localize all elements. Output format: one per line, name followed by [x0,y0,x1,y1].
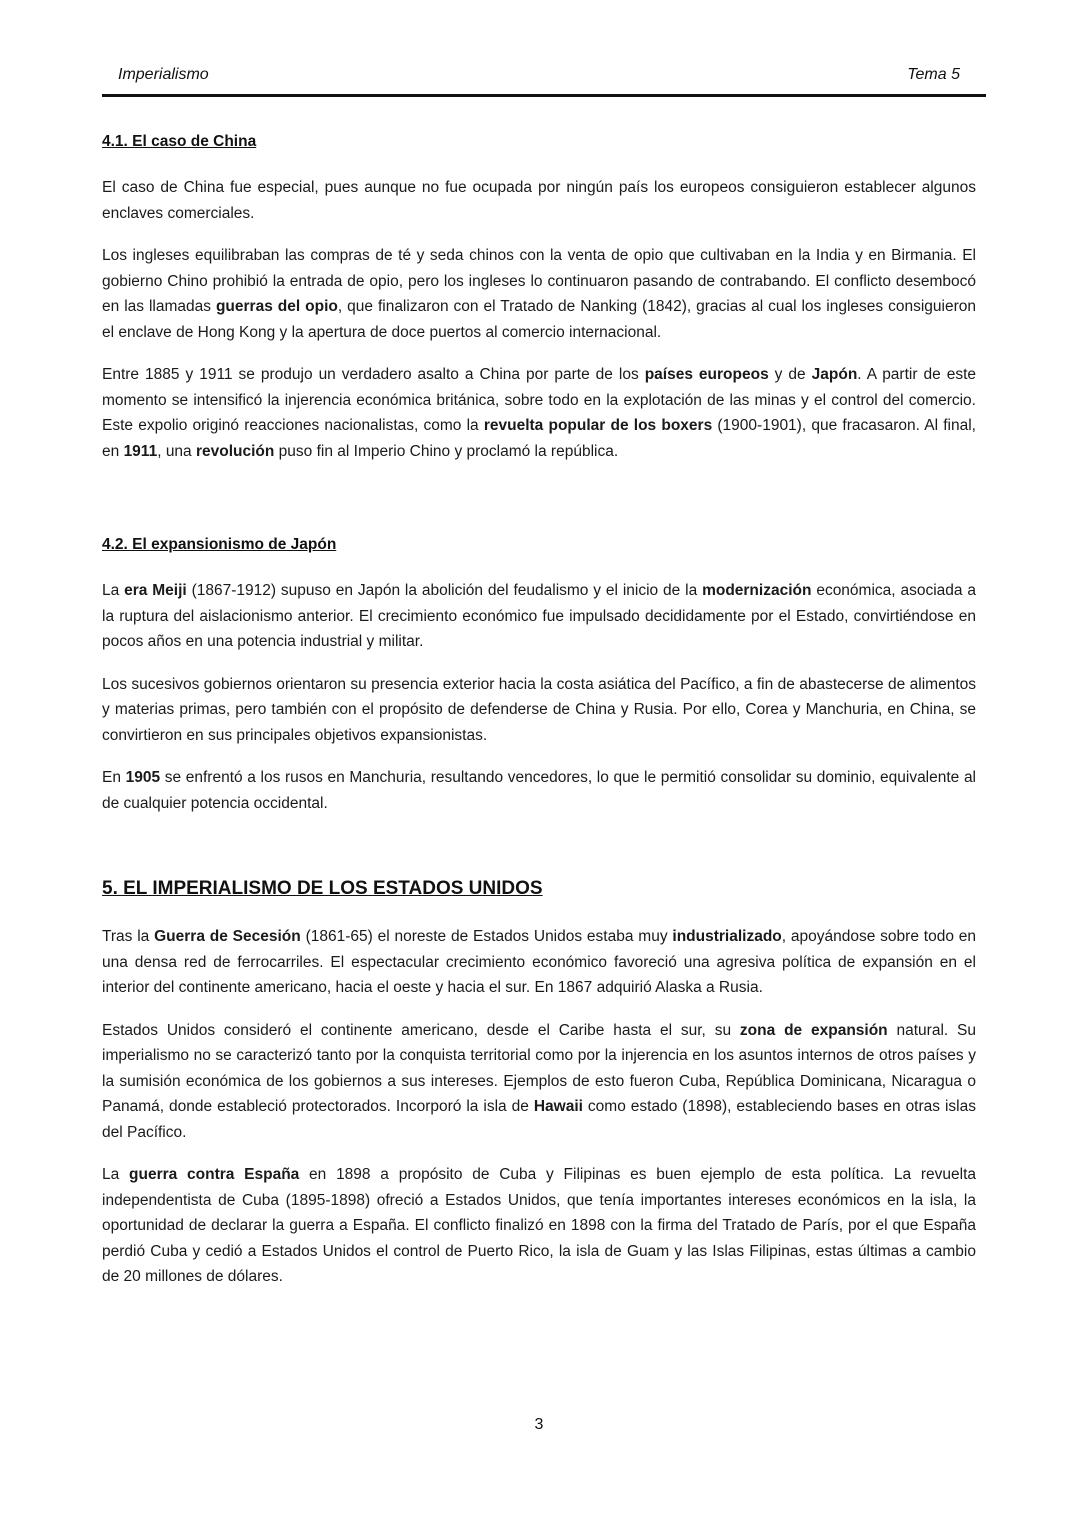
text-run: como estado (1898), estableciendo bases en otras islas del Pacífico. [102,1098,977,1141]
s5-paragraph-1 [102,924,976,1001]
text-run: se enfrentó a los rusos en Manchuria, resultando vencedores, lo que le permitió consolidar su dominio, equivalente al de cualquier potencia occidental. [102,769,977,812]
text-run: natural. Su imperialismo no se caracterizó tanto por la conquista territorial como por la injerencia en los asuntos internos de otros países y la sumisión económica de los gobiernos a sus intereses. Ejemplos de esto fueron Cuba, República Dominicana, Nicaragua o Panamá, donde estableció protectorados. Incorporó la isla de [102,1021,976,1115]
text-run: Tras la [102,928,155,945]
section-4-2-heading: 4.2. El expansionismo de Japón [102,536,337,553]
running-header [102,64,986,97]
s5-paragraph-3 [102,1162,976,1290]
bold-term: era Meiji [124,582,187,599]
text-run: Estados Unidos consideró el continente americano, desde el Caribe hasta el sur, su [102,1021,740,1039]
section-5-heading: 5. EL IMPERIALISMO DE LOS ESTADOS UNIDOS [102,878,543,899]
text-run: . A partir de este momento se intensificó la injerencia económica británica, sobre todo en la explotación de las minas y el control del comercio. Este expolio originó reacciones nacionalistas, como la [102,366,977,434]
section-spacer [102,481,976,534]
section-spacer [102,833,976,876]
text-run: , apoyándose sobre todo en una densa red de ferrocarriles. El espectacular crecimiento económico favoreció una agresiva política de expansión en el interior del continente americano, hacia el oeste y hacia el sur. En 1867 adquirió Alaska a Rusia. [102,928,977,996]
text-run: económica, asociada a la ruptura del aislacionismo anterior. El crecimiento económico fue impulsado decididamente por el Estado, convirtiéndose en pocos años en una potencia industrial y militar. [102,582,976,650]
s41-paragraph-2 [102,243,976,345]
bold-term: guerra contra España [129,1166,300,1183]
document-body [102,131,976,1307]
bold-term: Hawaii [533,1098,583,1115]
bold-term: industrializado [672,928,782,945]
text-run: (1900-1901), que fracasaron. Al final, en [102,417,976,460]
header-topic: Tema 5 [907,66,960,83]
bold-term: países europeos [644,366,769,383]
text-run: En [102,769,126,786]
s41-paragraph-3 [102,362,976,464]
s42-paragraph-2: Los sucesivos gobiernos orientaron su presencia exterior hacia la costa asiática del Pacífico, a fin de abastecerse de alimentos y materias primas, pero también con el propósito de defenderse de China y Rusia. Por ello, Corea y Manchuria, en China, se convirtieron en sus principales objetivos expansionistas. [102,675,976,744]
text-run: , una [157,442,196,460]
text-run: La [102,582,125,599]
bold-term: Japón [811,366,858,383]
bold-term: 1905 [125,769,161,786]
document-page [102,0,986,1525]
s41-paragraph-1: El caso de China fue especial, pues aunque no fue ocupada por ningún país los europeos consiguieron establecer algunos enclaves comerciales. [102,179,976,222]
text-run: Entre 1885 y 1911 se produjo un verdadero asalto a China por parte de los [102,366,645,383]
text-run: La [102,1166,130,1183]
bold-term: 1911 [123,442,158,460]
text-run: (1861-65) el noreste de Estados Unidos estaba muy [300,928,673,945]
bold-term: modernización [702,582,812,599]
s42-paragraph-1 [102,578,976,655]
bold-term: zona de expansión [739,1021,888,1039]
bold-term: Guerra de Secesión [154,928,301,945]
page-number: 3 [534,1416,544,1433]
text-run: Los ingleses equilibraban las compras de té y seda chinos con la venta de opio que cultivaban en la India y en Birmania. El gobierno Chino prohibió la entrada de opio, pero los ingleses lo continuaron pasando de contrabando. El conflicto desembocó en las llamadas [102,247,976,315]
s5-paragraph-2 [102,1018,976,1146]
header-title: Imperialismo [118,66,209,83]
s42-paragraph-3 [102,765,976,816]
bold-term: revuelta popular de los boxers [483,417,713,434]
text-run: y de [768,366,812,383]
text-run: puso fin al Imperio Chino y proclamó la república. [274,442,619,460]
text-run: en 1898 a propósito de Cuba y Filipinas es buen ejemplo de esta política. La revuelta independentista de Cuba (1895-1898) ofreció a Estados Unidos, que tenía importantes intereses económicos en la isla, la oportunidad de declarar la guerra a España. El conflicto finalizó en 1898 con la firma del Tratado de París, por el que España perdió Cuba y cedió a Estados Unidos el control de Puerto Rico, la isla de Guam y las Islas Filipinas, estas últimas a cambio de 20 millones de dólares. [102,1166,976,1285]
text-run: , que finalizaron con el Tratado de Nanking (1842), gracias al cual los ingleses consiguieron el enclave de Hong Kong y la apertura de doce puertos al comercio internacional. [102,298,976,341]
bold-term: guerras del opio [215,298,338,315]
text-run: (1867-1912) supuso en Japón la abolición del feudalismo y el inicio de la [186,582,703,599]
section-4-1-heading: 4.1. El caso de China [102,133,257,150]
bold-term: revolución [195,442,275,460]
